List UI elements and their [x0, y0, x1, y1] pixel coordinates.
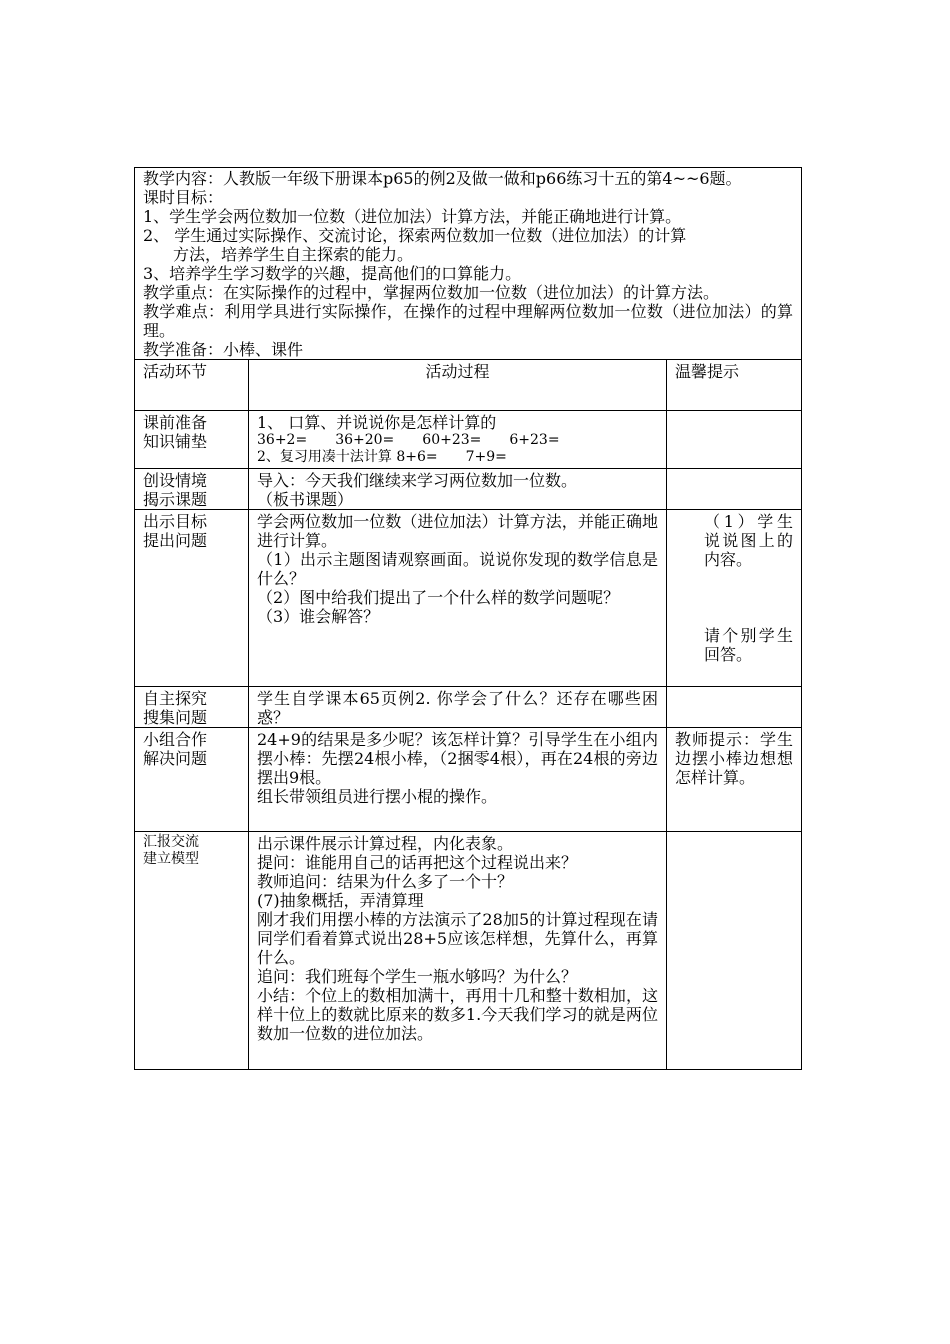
- calc-line-1: 36+2= 36+20= 60+23= 6+23=: [257, 432, 560, 448]
- stage-cell: 出示目标 提出问题: [135, 510, 249, 687]
- table-header-row: [135, 360, 802, 411]
- header-stage: 活动环节: [135, 360, 249, 411]
- process-cell: 导入：今天我们继续来学习两位数加一位数。 （板书课题）: [249, 469, 667, 510]
- tip-cell: [667, 411, 802, 469]
- process-cell: 24+9的结果是多少呢？该怎样计算？引导学生在小组内摆小棒：先摆24根小棒，（2捆零4根），再在24根的旁边摆出9根。 组长带领组员进行摆小棍的操作。: [249, 728, 667, 832]
- stage-cell: 创设情境 揭示课题: [135, 469, 249, 510]
- stage-cell: 小组合作 解决问题: [135, 728, 249, 832]
- table-row: [135, 832, 802, 1070]
- table-row: [135, 411, 802, 469]
- tip-cell: [667, 687, 802, 728]
- table-row: [135, 469, 802, 510]
- preparation: 教学准备：小棒、课件: [143, 340, 304, 359]
- header-process: 活动过程: [249, 360, 667, 411]
- header-tip: 温馨提示: [667, 360, 802, 411]
- intro-section: [134, 167, 802, 359]
- stage-cell: 自主探究 搜集问题: [135, 687, 249, 728]
- process-cell: 学会两位数加一位数（进位加法）计算方法，并能正确地进行计算。 （1）出示主题图请观察画面。说说你发现的数学信息是什么？ （2）图中给我们提出了一个什么样的数学问题呢？ （3）谁会解答？: [249, 510, 667, 687]
- objective-3: 3、培养学生学习数学的兴趣，提高他们的口算能力。: [143, 264, 522, 283]
- stage-cell: 汇报交流 建立模型: [135, 832, 249, 1070]
- objective-2-cont: 方法，培养学生自主探索的能力。: [173, 245, 414, 264]
- objective-2: 2、 学生通过实际操作、交流讨论，探索两位数加一位数（进位加法）的计算: [143, 226, 687, 245]
- objectives-title: 课时目标：: [143, 188, 224, 207]
- tip-cell: [667, 469, 802, 510]
- calc-line-2: 2、复习用凑十法计算 8+6= 7+9=: [257, 449, 507, 465]
- table-row: [135, 728, 802, 832]
- tip-cell: （1）学生说说图上的内容。 请个别学生回答。: [667, 510, 802, 687]
- table-row: [135, 687, 802, 728]
- lesson-plan-document: [134, 167, 802, 1070]
- activity-table: [134, 359, 802, 1070]
- process-cell: 学生自学课本65页例2. 你学会了什么？还存在哪些困惑？: [249, 687, 667, 728]
- tip-cell: 教师提示：学生边摆小棒边想想怎样计算。: [667, 728, 802, 832]
- tip-cell: [667, 832, 802, 1070]
- objective-1: 1、学生学会两位数加一位数（进位加法）计算方法，并能正确地进行计算。: [143, 207, 682, 226]
- stage-cell: 课前准备 知识铺垫: [135, 411, 249, 469]
- teaching-content: 教学内容：人教版一年级下册课本p65的例2及做一做和p66练习十五的第4~~6题。: [143, 169, 742, 188]
- process-cell: 1、 口算、并说说你是怎样计算的 36+2= 36+20= 60+23= 6+23= 2、复习用凑十法计算 8+6= 7+9=: [249, 411, 667, 469]
- table-row: [135, 510, 802, 687]
- process-cell: 出示课件展示计算过程，内化表象。 提问：谁能用自己的话再把这个过程说出来？ 教师追问：结果为什么多了一个十？ (7)抽象概括，弄清算理 刚才我们用摆小棒的方法演示了28加5的计算过程现在请同学们看着算式说出28+5应该怎样想，先算什么，再算什么。 追问：我们班每个学生一瓶水够吗？为什么？ 小结：个位上的数相加满十，再用十几和整十数相加，这样十位上的数就比原来的数多1.今天我们学习的就是两位数加一位数的进位加法。: [249, 832, 667, 1070]
- difficulty: 教学难点：利用学具进行实际操作，在操作的过程中理解两位数加一位数（进位加法）的算理。: [143, 302, 793, 340]
- key-point: 教学重点：在实际操作的过程中，掌握两位数加一位数（进位加法）的计算方法。: [143, 283, 720, 302]
